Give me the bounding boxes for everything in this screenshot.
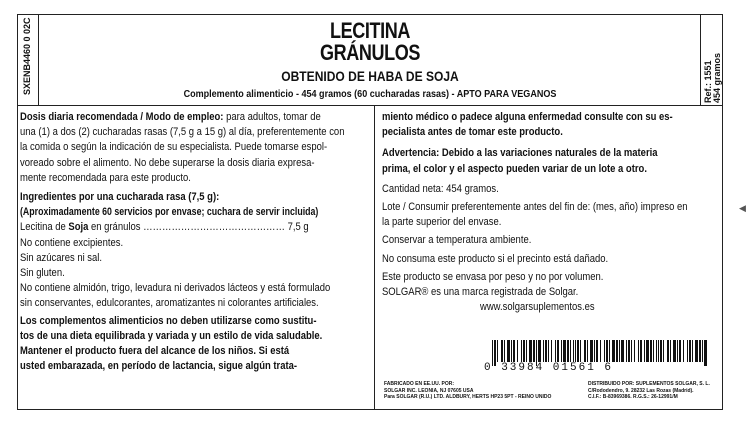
- no-excipients: No contiene excipientes.: [20, 236, 124, 249]
- barcode-bar: [526, 340, 527, 362]
- dosage-line-1: Dosis diaria recomendada / Modo de empleo: para adultos, tomar de: [20, 111, 321, 123]
- lot-line-2: la parte superior del envase.: [382, 216, 502, 229]
- barcode-bar: [529, 340, 532, 362]
- barcode-bar: [511, 340, 512, 362]
- barcode-bar: [594, 340, 595, 362]
- left-column: [20, 110, 370, 374]
- barcode-bar: [692, 340, 693, 362]
- barcode-bar: [667, 340, 669, 362]
- barcode-bar: [702, 340, 703, 362]
- barcode-bar: [523, 340, 525, 362]
- right-column: [382, 110, 722, 315]
- seal-warning: No consuma este producto si el precinto está dañado.: [382, 252, 609, 265]
- barcode-bar: [573, 340, 574, 362]
- barcode-bar: [551, 340, 552, 362]
- barcode-bar: [650, 340, 652, 362]
- barcode-bar: [517, 340, 518, 362]
- trademark-note: SOLGAR® es una marca registrada de Solgar.: [382, 286, 579, 299]
- warning-line-1: Los complementos alimenticios no deben utilizarse como sustitu-: [20, 314, 317, 327]
- barcode-bar: [626, 340, 627, 362]
- barcode-bar: [646, 340, 649, 362]
- barcode-bar: [580, 340, 581, 362]
- barcode-bar: [577, 340, 579, 362]
- barcode-bar: [673, 340, 676, 362]
- barcode-digits: 0 33984 01561 6: [484, 362, 614, 374]
- barcode-bar: [567, 340, 569, 362]
- barcode-bar: [575, 340, 576, 362]
- barcode-bar: [612, 340, 615, 362]
- side-code-left: SXENB4460 0 02C: [22, 17, 32, 95]
- product-title-line2: GRÁNULOS: [320, 40, 420, 65]
- barcode-bar: [521, 340, 522, 362]
- barcode-bar: [656, 340, 657, 362]
- warning-line-2: tos de una dieta equilibrada y variada y un estilo de vida saludable.: [20, 329, 323, 342]
- barcode-bar: [606, 340, 608, 362]
- barcode-bar: [638, 340, 639, 362]
- website-link[interactable]: www.solgarsuplementos.es: [480, 301, 595, 314]
- advisory-line-2: prima, el color y el aspecto pueden variar de un lote a otro.: [382, 162, 647, 175]
- manufacturer-line-3: Para SOLGAR (R.U.) LTD. ALDBURY, HERTS HP23 5PT - REINO UNIDO: [384, 394, 552, 400]
- distributor-line-1: DISTRIBUIDO POR: SUPLEMENTOS SOLGAR, S. L.: [588, 381, 710, 387]
- dosage-label: Dosis diaria recomendada / Modo de empleo:: [20, 111, 224, 123]
- barcode-bar: [631, 340, 632, 362]
- barcode-bar: [557, 340, 559, 362]
- barcode-bar: [699, 340, 701, 362]
- right-side-divider: [700, 14, 701, 106]
- left-side-divider: [38, 14, 39, 106]
- net-quantity: Cantidad neta: 454 gramos.: [382, 182, 499, 195]
- product-title-line1: LECITINA: [330, 18, 410, 43]
- barcode-bar: [679, 340, 681, 362]
- medical-continuation-line-2: pecialista antes de tomar este producto.: [382, 126, 563, 139]
- barcode-bar: [660, 340, 662, 362]
- dosage-line-4: voreado sobre el alimento. No debe superarse la dosis diaria expresa-: [20, 156, 315, 169]
- barcode-bar: [628, 340, 630, 362]
- barcode-bar: [670, 340, 671, 362]
- barcode-bar: [704, 340, 707, 366]
- barcode-bar: [634, 340, 635, 362]
- barcode-bar: [504, 340, 505, 362]
- barcode-bar: [533, 340, 535, 362]
- ingredient-lecithin: Lecitina de Soja en gránulos ……………………………………… 7,5 g: [20, 221, 309, 234]
- barcode-bar: [677, 340, 678, 362]
- barcode-bar: [497, 340, 498, 362]
- barcode-bar: [545, 340, 547, 362]
- barcode-bar: [507, 340, 510, 362]
- barcode-bar: [538, 340, 541, 362]
- barcode-bar: [570, 340, 571, 362]
- barcode-bar: [658, 340, 659, 362]
- barcode-bar: [543, 340, 544, 362]
- barcode-bar: [590, 340, 593, 362]
- advisory-line-1: Advertencia: Debido a las variaciones naturales de la materia: [382, 147, 658, 160]
- barcode-bar: [619, 340, 620, 362]
- barcode-bar: [513, 340, 515, 362]
- barcode-bar: [584, 340, 586, 362]
- no-gluten: Sin gluten.: [20, 267, 65, 280]
- barcode-bar: [604, 340, 605, 362]
- side-code-weight: 454 gramos: [712, 52, 722, 103]
- barcode-bar: [663, 340, 664, 362]
- free-from-line-2: sin conservantes, edulcorantes, aromatizantes ni colorantes artificiales.: [20, 297, 319, 310]
- barcode-bar: [596, 340, 598, 362]
- manufacturer-line-2: SOLGAR INC. LEONIA, NJ 07605 USA: [384, 387, 474, 394]
- barcode-bar: [640, 340, 642, 362]
- barcode-bar: [689, 340, 691, 362]
- warning-line-4: usted embarazada, en período de lactancia, sigue algún trata-: [20, 360, 298, 373]
- product-tagline: Complemento alimenticio - 454 gramos (60 cucharadas rasas) - APTO PARA VEGANOS: [183, 88, 557, 100]
- barcode-bar: [683, 340, 684, 362]
- distributor-line-2: C/Rododendro, 9. 28232 Las Rozas (Madrid).: [588, 387, 694, 394]
- distributor-line-3: C.I.F.: B-83969386. R.G.S.: 26-12991/M: [588, 394, 678, 400]
- barcode-bar: [563, 340, 566, 362]
- barcode-bar: [653, 340, 654, 362]
- barcode-bar: [609, 340, 610, 362]
- barcode-bar: [555, 340, 556, 362]
- barcode-bar: [616, 340, 618, 362]
- dosage-line-3: la comida o según la indicación de su especialista. Puede tomarse espol-: [20, 141, 328, 154]
- manufacturer-line-1: FABRICADO EN EE.UU. POR:: [384, 381, 455, 387]
- barcode-bar: [600, 340, 601, 362]
- dosage-line-5: mente recomendada para este producto.: [20, 171, 191, 184]
- barcode-bar: [548, 340, 549, 362]
- side-code-ref: Ref.: 1551: [703, 60, 713, 103]
- barcode-bar: [561, 340, 562, 362]
- ingredients-title: Ingredientes por una cucharada rasa (7,5 g):: [20, 191, 220, 204]
- column-divider: [374, 106, 375, 410]
- no-sugar: Sin azúcares ni sal.: [20, 251, 103, 264]
- barcode-bar: [501, 340, 503, 362]
- dosage-line-2: una (1) a dos (2) cucharadas rasas (7,5 g a 15 g) al día, preferentemente con: [20, 126, 345, 139]
- storage-instruction: Conservar a temperatura ambiente.: [382, 234, 532, 247]
- barcode-bar: [587, 340, 588, 362]
- free-from-line-1: No contiene almidón, trigo, levadura ni derivados lácteos y está formulado: [20, 282, 331, 295]
- barcode-bar: [621, 340, 624, 362]
- product-subtitle: OBTENIDO DE HABA DE SOJA: [281, 68, 459, 84]
- barcode-bar: [644, 340, 645, 362]
- medical-continuation-line-1: miento médico o padece alguna enfermedad consulte con su es-: [382, 111, 673, 123]
- barcode-bar: [695, 340, 698, 362]
- weight-note: Este producto se envasa por peso y no por volumen.: [382, 270, 604, 283]
- warning-line-3: Mantener el producto fuera del alcance de los niños. Si está: [20, 345, 290, 358]
- barcode-bar: [687, 340, 688, 362]
- lot-line-1: Lote / Consumir preferentemente antes del fin de: (mes, año) impreso en: [382, 201, 688, 214]
- ingredients-subtitle: (Aproximadamente 60 servicios por envase; cuchara de servir incluida): [20, 206, 319, 219]
- chevron-left-icon: ◀: [739, 203, 746, 213]
